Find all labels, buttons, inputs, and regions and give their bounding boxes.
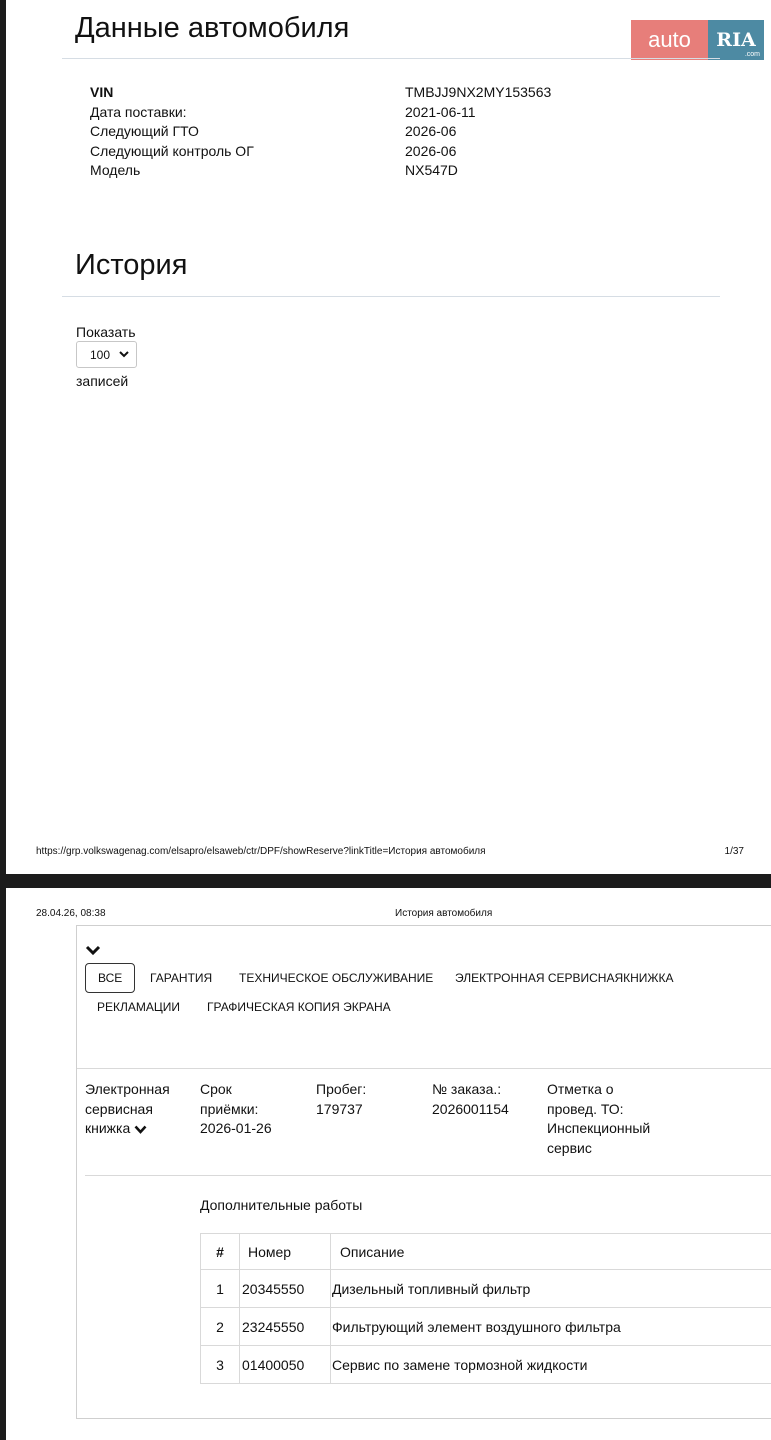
info-value: 2021-06-11 [405,103,476,120]
history-divider [62,296,720,297]
records-label: записей [76,373,129,389]
vehicle-data-title: Данные автомобиля [75,12,350,44]
order-number-value: 2026001154 [432,1100,509,1117]
info-value: 2026-06 [405,142,457,159]
mileage-value: 179737 [316,1100,363,1117]
header-number-sign: # [201,1234,240,1270]
show-label: Показать [76,324,136,340]
order-number: № заказа.: 2026001154 [432,1080,509,1119]
additional-works-table [200,1233,771,1384]
info-label: Модель [90,162,141,178]
info-value: NX547D [405,162,458,178]
additional-works-title: Дополнительные работы [200,1197,363,1213]
chevron-down-icon[interactable] [85,944,101,956]
header-part-number: Номер [240,1234,331,1270]
pdf-page-2 [6,888,771,1440]
service-mark: Отметка о провед. ТО: Инспекционный сервис [547,1081,651,1156]
acceptance-date: Срок приёмки: 2026-01-26 [200,1080,272,1139]
table-header-row [201,1234,771,1270]
select-value: 100 [90,347,111,362]
tab-warranty[interactable]: ГАРАНТИЯ [150,971,213,985]
details-divider [85,1175,771,1176]
row-index: 3 [201,1346,240,1384]
tab-electronic-service-book[interactable]: ЭЛЕКТРОННАЯ СЕРВИСНАЯКНИЖКА [455,971,674,985]
chevron-down-icon [118,348,130,360]
logo-auto-text: auto [631,20,708,60]
title-divider [62,58,720,59]
table-row [201,1346,771,1384]
acceptance-date-value: 2026-01-26 [200,1120,272,1136]
row-description: Фильтрующий элемент воздушного фильтра [331,1308,771,1346]
tabs-divider [77,1068,771,1069]
print-title: История автомобиля [395,908,493,919]
info-label: VIN [90,84,114,100]
tab-maintenance[interactable]: ТЕХНИЧЕСКОЕ ОБСЛУЖИВАНИЕ [239,971,434,985]
row-index: 1 [201,1270,240,1308]
service-book-toggle[interactable]: Электронная сервисная книжка [85,1081,170,1136]
row-description: Сервис по замене тормозной жидкости [331,1346,771,1384]
page-number: 1/37 [724,846,744,857]
chevron-down-icon [134,1125,147,1134]
history-title: История [75,249,188,281]
logo-ria-text: RIA .com [708,20,764,60]
info-label: Следующий ГТО [90,123,199,139]
row-part-number: 01400050 [240,1346,331,1384]
info-label: Следующий контроль ОГ [90,142,254,159]
row-description: Дизельный топливный фильтр [331,1270,771,1308]
tab-complaints[interactable]: РЕКЛАМАЦИИ [97,1000,181,1014]
history-panel [76,925,771,1419]
mileage: Пробег: 179737 [316,1080,366,1119]
tab-all[interactable]: ВСЕ [85,963,135,993]
footer-url: https://grp.volkswagenag.com/elsapro/elsaweb/ctr/DPF/showReserve?linkTitle=История автомобиля [36,846,486,857]
info-label: Дата поставки: [90,103,187,120]
table-row [201,1270,771,1308]
row-part-number: 23245550 [240,1308,331,1346]
info-value: TMBJJ9NX2MY153563 [405,84,552,100]
print-date: 28.04.26, 08:38 [36,908,106,919]
autoria-logo [631,20,764,60]
tab-screen-copy[interactable]: ГРАФИЧЕСКАЯ КОПИЯ ЭКРАНА [207,1000,391,1014]
header-description: Описание [331,1234,771,1270]
row-part-number: 20345550 [240,1270,331,1308]
records-per-page-select[interactable] [76,341,137,368]
row-index: 2 [201,1308,240,1346]
table-row [201,1308,771,1346]
pdf-page-1 [6,0,771,874]
info-value: 2026-06 [405,123,457,139]
